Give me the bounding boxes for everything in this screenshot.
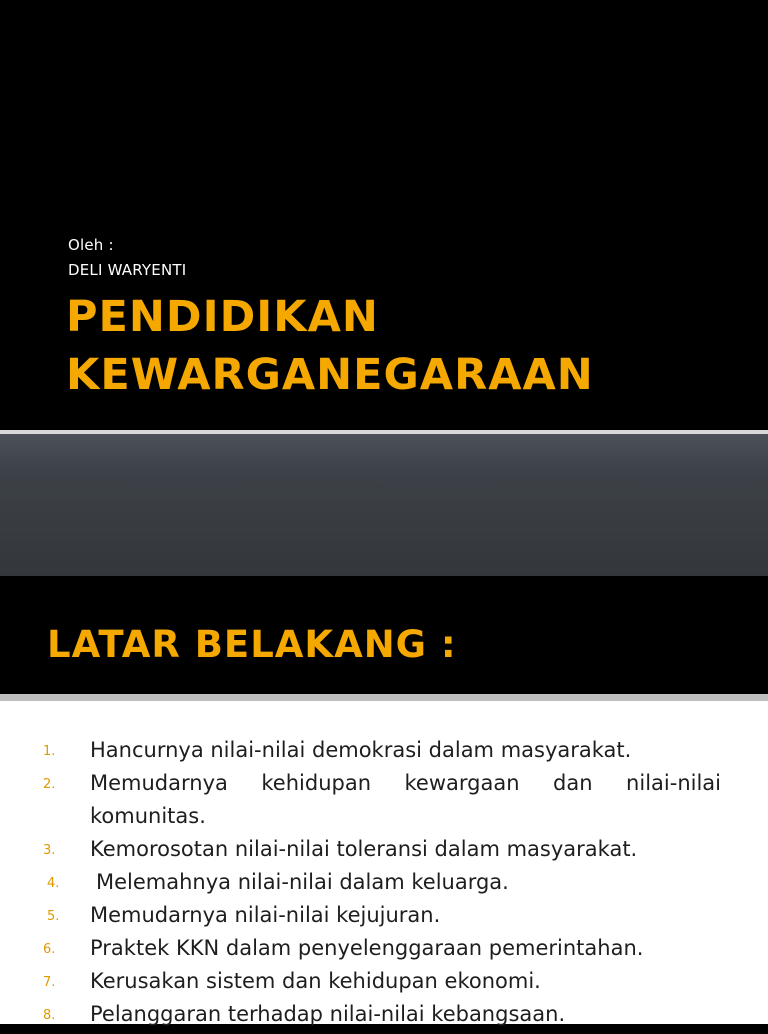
author-label: Oleh : (68, 236, 114, 254)
background-list (0, 734, 768, 1031)
list-item (0, 833, 768, 866)
list-item (0, 998, 768, 1031)
list-text: Pelanggaran terhadap nilai-nilai kebangsaan. (90, 1002, 566, 1026)
list-item (0, 734, 768, 767)
list-text: Kemorosotan nilai-nilai toleransi dalam masyarakat. (90, 837, 638, 861)
list-text: Hancurnya nilai-nilai demokrasi dalam masyarakat. (90, 738, 632, 762)
list-item (0, 965, 768, 998)
list-text: Praktek KKN dalam penyelenggaraan pemerintahan. (90, 936, 644, 960)
slide-title (66, 288, 594, 404)
title-slide (0, 0, 768, 430)
author-block (68, 233, 186, 283)
list-number: 1. (43, 744, 56, 759)
footer-band (0, 434, 768, 576)
list-number: 7. (43, 975, 56, 990)
list-number: 6. (43, 942, 56, 957)
list-text: Memudarnya kehidupan kewargaan dan nilai-nilai komunitas. (90, 771, 721, 828)
list-number: 3. (43, 843, 56, 858)
list-number: 8. (43, 1008, 56, 1023)
list-item (0, 866, 768, 899)
list-item (0, 899, 768, 932)
list-text: Memudarnya nilai-nilai kejujuran. (90, 903, 441, 927)
list-number: 2. (43, 777, 56, 792)
list-text: Melemahnya nilai-nilai dalam keluarga. (96, 870, 509, 894)
list-number: 5. (47, 909, 60, 924)
title-line-2: KEWARGANEGARAAN (66, 350, 594, 400)
list-number: 4. (47, 876, 60, 891)
heading-divider (0, 694, 768, 701)
list-text: Kerusakan sistem dan kehidupan ekonomi. (90, 969, 541, 993)
section-heading: LATAR BELAKANG : (47, 623, 457, 666)
list-item (0, 767, 768, 833)
list-item (0, 932, 768, 965)
author-name: DELI WARYENTI (68, 261, 187, 279)
title-line-1: PENDIDIKAN (66, 292, 379, 342)
